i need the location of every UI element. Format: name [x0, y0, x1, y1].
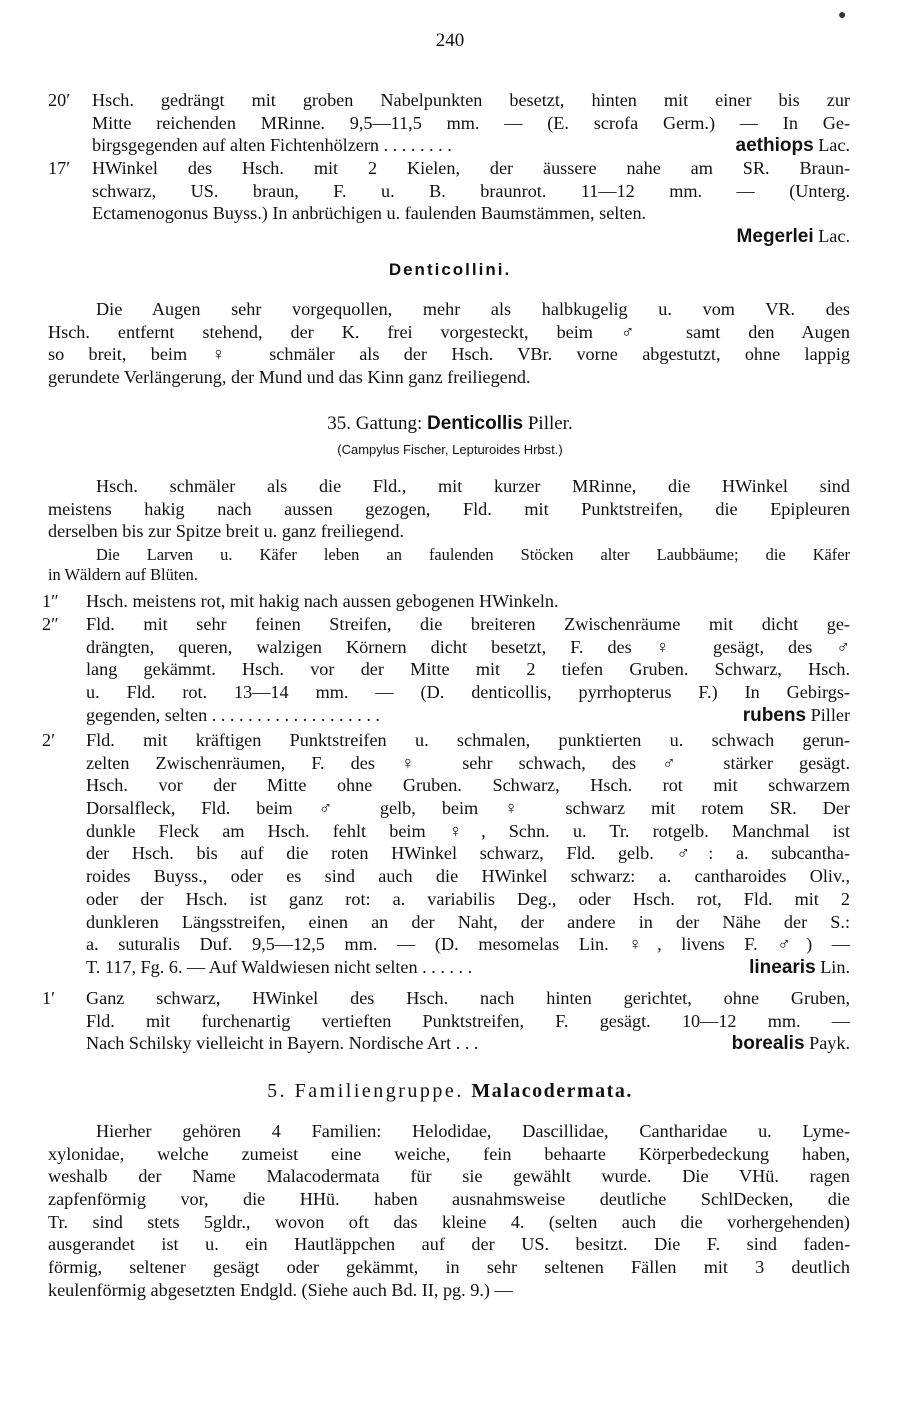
entry-line: zelten Zwischenräumen, F. des ♀ sehr schwach, des ♂ stärker gesägt.: [86, 752, 850, 773]
species-name: borealis: [731, 1033, 805, 1055]
entry-line: T. 117, Fg. 6. — Auf Waldwiesen nicht selten . . . . . .: [86, 956, 473, 977]
paragraph-line: Tr. sind stets 5gldr., wovon oft das kleine 4. (selten auch die vorhergehenden): [48, 1211, 850, 1232]
key-entry-20: [48, 89, 850, 157]
paragraph-line: Hsch. schmäler als die Fld., mit kurzer MRinne, die HWinkel sind: [96, 476, 850, 496]
entry-line: Fld. mit kräftigen Punktstreifen u. schmalen, punktierten u. schwach gerun-: [86, 730, 850, 750]
paragraph-line: meistens hakig nach aussen gezogen, Fld. mit Punktstreifen, die Epipleuren: [48, 498, 850, 519]
genus-description: [48, 475, 850, 543]
entry-line: drängten, queren, walzigen Körnern dicht besetzt, F. des ♀ gesägt, des ♂: [86, 636, 850, 657]
species-author: Piller: [810, 704, 850, 725]
entry-line: oder der Hsch. ist ganz rot: a. variabilis Deg., oder Hsch. rot, Fld. mit 2: [86, 888, 850, 909]
paragraph-line: zapfenförmig vor, die HHü. haben ausnahmsweise deutliche SchlDecken, die: [48, 1189, 850, 1210]
species-author: Lac.: [818, 226, 850, 247]
paragraph-line: Die Augen sehr vorgequollen, mehr als halbkugelig u. vom VR. des: [96, 299, 850, 319]
paragraph-line: so breit, beim ♀ schmäler als der Hsch. VBr. vorne abgestutzt, ohne lappig: [48, 344, 850, 365]
entry-line: der Hsch. bis auf die roten HWinkel schwarz, Fld. gelb. ♂: a. subcantha-: [86, 843, 850, 864]
paragraph-line: Hsch. entfernt stehend, der K. frei vorgesteckt, beim ♂ samt den Augen: [48, 321, 850, 342]
entry-line: Nach Schilsky vielleicht in Bayern. Nordische Art . . .: [86, 1033, 479, 1054]
couplet-number: 2′: [42, 730, 56, 750]
species-author: Lin.: [820, 956, 850, 977]
paragraph-line: weshalb der Name Malacodermata für sie gewählt wurde. Die VHü. ragen: [48, 1166, 850, 1187]
genus-author: Piller.: [527, 413, 573, 434]
couplet-number: 1″: [42, 591, 59, 611]
genus-note: [48, 545, 850, 585]
paragraph-line: gerundete Verlängerung, der Mund und das Kinn ganz freiliegend.: [48, 367, 531, 388]
family-group-heading: [0, 1080, 900, 1103]
entry-line: birgsgegenden auf alten Fichtenhölzern . . . . . . . .: [92, 135, 452, 156]
entry-line: Hsch. gedrängt mit groben Nabelpunkten besetzt, hinten mit einer bis zur: [92, 90, 850, 110]
paragraph-line: xylonidae, welche zumeist eine weiche, fein behaarte Körperbedeckung haben,: [48, 1143, 850, 1164]
couplet-number: 20′: [48, 90, 71, 110]
species-name: Megerlei: [736, 226, 814, 248]
entry-line: dunkleren Längsstreifen, einen an der Naht, der andere in der Nähe der S.:: [86, 911, 850, 932]
genus-prefix: 35. Gattung:: [327, 413, 423, 434]
species-name: rubens: [742, 704, 807, 726]
entry-line: Hsch. meistens rot, mit hakig nach aussen gebogenen HWinkeln.: [86, 591, 559, 611]
key-entry-2a: [42, 613, 850, 726]
key-entry-1b: [42, 987, 850, 1055]
family-group-name: Malacodermata.: [471, 1080, 633, 1102]
entry-line: lang gekämmt. Hsch. vor der Mitte mit 2 tiefen Gruben. Schwarz, Hsch.: [86, 659, 850, 680]
key-entry-1a: [42, 590, 850, 613]
couplet-number: 1′: [42, 988, 56, 1008]
entry-line: a. suturalis Duf. 9,5—12,5 mm. — (D. mesomelas Lin. ♀, livens F. ♂) —: [86, 934, 850, 955]
entry-line: dunkle Fleck am Hsch. fehlt beim ♀, Schn. u. Tr. rotgelb. Manchmal ist: [86, 820, 850, 841]
tribe-heading: Denticollini.: [388, 260, 512, 279]
species-author: Payk.: [809, 1033, 850, 1054]
entry-line: Fld. mit sehr feinen Streifen, die breiteren Zwischenräume mit dicht ge-: [86, 614, 850, 634]
species-name: aethiops: [735, 135, 814, 157]
paragraph-line: derselben bis zur Spitze breit u. ganz freiliegend.: [48, 521, 405, 542]
species-name: linearis: [749, 956, 816, 978]
entry-line: Ectamenogonus Buyss.) In anbrüchigen u. faulenden Baumstämmen, selten.: [92, 203, 647, 224]
family-group-prefix: 5. Familiengruppe.: [267, 1080, 464, 1102]
entry-line: HWinkel des Hsch. mit 2 Kielen, der äussere nahe am SR. Braun-: [92, 158, 850, 178]
paragraph-line: ausgerandet ist u. ein Hautläppchen auf der US. besitzt. Die F. sind faden-: [48, 1234, 850, 1255]
entry-line: gegenden, selten . . . . . . . . . . . . . . . . . . .: [86, 704, 380, 725]
genus-synonyms: (Campylus Fischer, Lepturoides Hrbst.): [337, 442, 563, 457]
ink-spot: ●: [838, 8, 847, 23]
entry-line: Fld. mit furchenartig vertieften Punktstreifen, F. gesägt. 10—12 mm. —: [86, 1010, 850, 1031]
paragraph-line: keulenförmig abgesetzten Endgld. (Siehe auch Bd. II, pg. 9.) —: [48, 1279, 513, 1300]
page-number: 240: [435, 30, 465, 51]
family-group-description: [48, 1120, 850, 1302]
entry-line: schwarz, US. braun, F. u. B. braunrot. 11—12 mm. — (Unterg.: [92, 180, 850, 201]
note-line: in Wäldern auf Blüten.: [48, 565, 198, 584]
key-entry-17: [48, 157, 850, 248]
couplet-number: 2″: [42, 614, 59, 634]
entry-line: roides Buyss., oder es sind auch die HWinkel schwarz: a. cantharoides Oliv.,: [86, 866, 850, 887]
species-author: Lac.: [818, 135, 850, 156]
genus-name: Denticollis: [427, 413, 524, 434]
paragraph-line: förmig, seltener gesägt oder gekämmt, in sehr seltenen Fällen mit 3 deutlich: [48, 1257, 850, 1278]
entry-line: Mitte reichenden MRinne. 9,5—11,5 mm. — (E. scrofa Germ.) — In Ge-: [92, 112, 850, 133]
paragraph-line: Hierher gehören 4 Familien: Helodidae, Dascillidae, Cantharidae u. Lyme-: [96, 1121, 850, 1141]
key-entry-2b: [42, 729, 850, 979]
entry-line: u. Fld. rot. 13—14 mm. — (D. denticollis, pyrrhopterus F.) In Gebirgs-: [86, 682, 850, 703]
entry-line: Hsch. vor der Mitte ohne Gruben. Schwarz, Hsch. rot mit schwarzem: [86, 775, 850, 796]
note-line: Die Larven u. Käfer leben an faulenden Stöcken alter Laubbäume; die Käfer: [96, 545, 850, 564]
genus-heading: [0, 413, 900, 435]
couplet-number: 17′: [48, 158, 71, 178]
entry-line: Dorsalfleck, Fld. beim ♂ gelb, beim ♀ schwarz mit rotem SR. Der: [86, 798, 850, 819]
entry-line: Ganz schwarz, HWinkel des Hsch. nach hinten gerichtet, ohne Gruben,: [86, 988, 850, 1008]
tribe-description: [48, 298, 850, 389]
